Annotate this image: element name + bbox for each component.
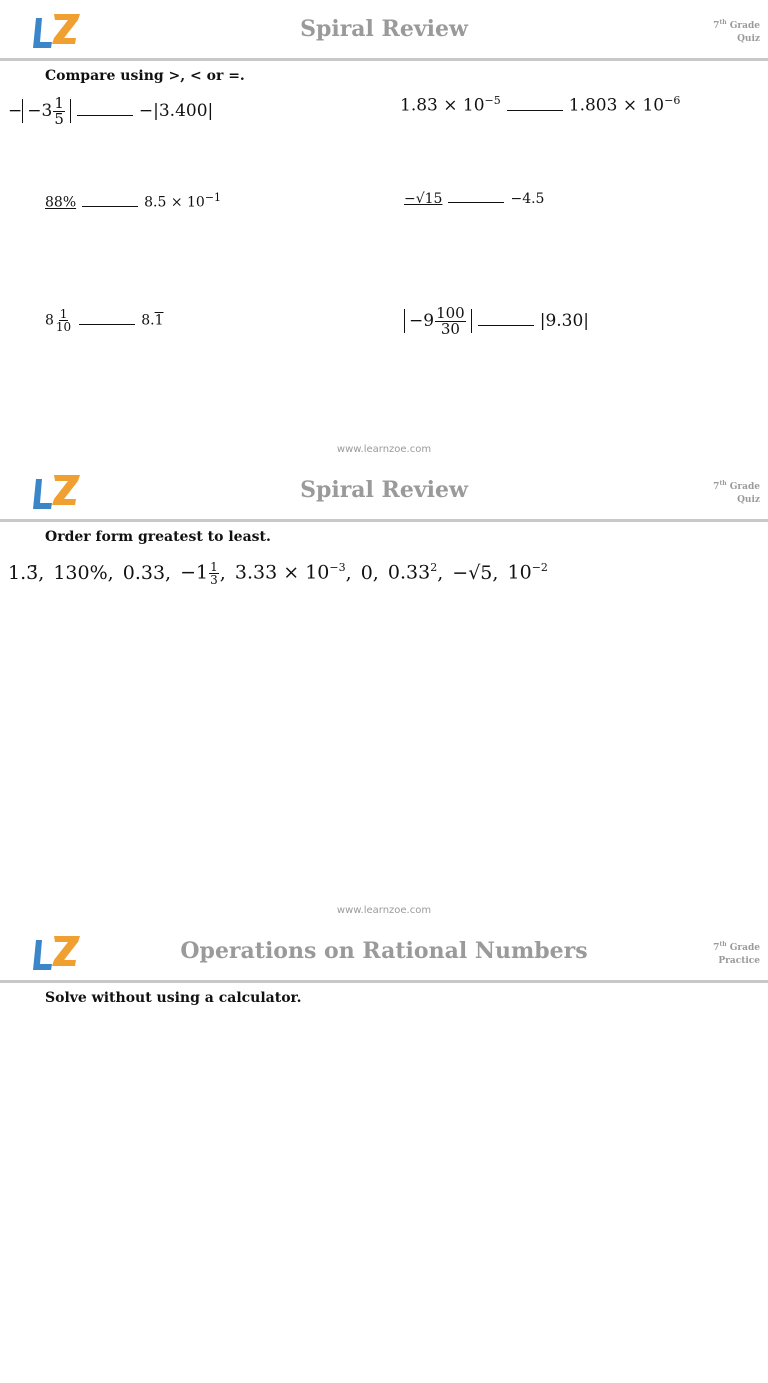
problem-5: 8 $\frac{1}{10}$ 8.1 [45,307,164,334]
answer-blank[interactable] [478,324,534,326]
answer-blank[interactable] [82,205,138,207]
header-rule [0,980,768,983]
answer-blank[interactable] [507,109,563,111]
grade-label: 7th Grade Quiz [713,480,760,505]
header-rule [0,519,768,522]
list-item: −1 $\frac{1}{3}$ [180,560,218,587]
answer-blank[interactable] [448,201,504,203]
list-item: $3.33 \times 10^{-3}$ [234,561,346,584]
page-title: Spiral Review [300,477,468,503]
order-list: 1.3̄, 130%, 0.33, −1 $\frac{1}{3}$ , $3.33 \times 10^{-3}$, 0, 0.33$^2$, −√5, $10^{-2}$ [8,560,548,587]
worksheet-page-3 [0,922,768,1383]
problem-4: −√15 −4.5 [404,191,545,207]
page-title: Spiral Review [300,16,468,42]
page-title: Operations on Rational Numbers [180,938,588,964]
list-item: 0.33$^2$ [387,561,438,584]
problem-3: 88% $8.5 \times 10^{-1}$ [45,191,222,211]
grade-label: 7th Grade Practice [713,941,760,966]
instructions: Order form greatest to least. [45,529,271,545]
answer-blank[interactable] [79,323,135,325]
footer-url: www.learnzoe.com [336,444,432,455]
problem-6: −9 $\frac{100}{30}$ |9.30| [404,306,589,337]
worksheet-page-1 [0,0,768,461]
instructions: Compare using >, < or =. [45,68,245,84]
list-item: 1.3̄ [8,561,39,584]
list-item: −√5 [452,561,493,584]
list-item: $10^{-2}$ [507,561,548,584]
list-item: 0 [360,561,373,584]
list-item: 0.33 [122,561,166,584]
instructions: Solve without using a calculator. [45,990,302,1006]
answer-blank[interactable] [77,114,133,116]
problem-2: $1.83 \times 10^{-5}$ $1.803 \times 10^{-6}$ [400,94,681,116]
list-item: 130% [53,561,108,584]
header-rule [0,58,768,61]
footer-url: www.learnzoe.com [336,905,432,916]
problem-1: − −3 $\frac{1}{5}$ −|3.400| [8,94,214,128]
grade-label: 7th Grade Quiz [713,19,760,44]
worksheet-page-2 [0,461,768,922]
